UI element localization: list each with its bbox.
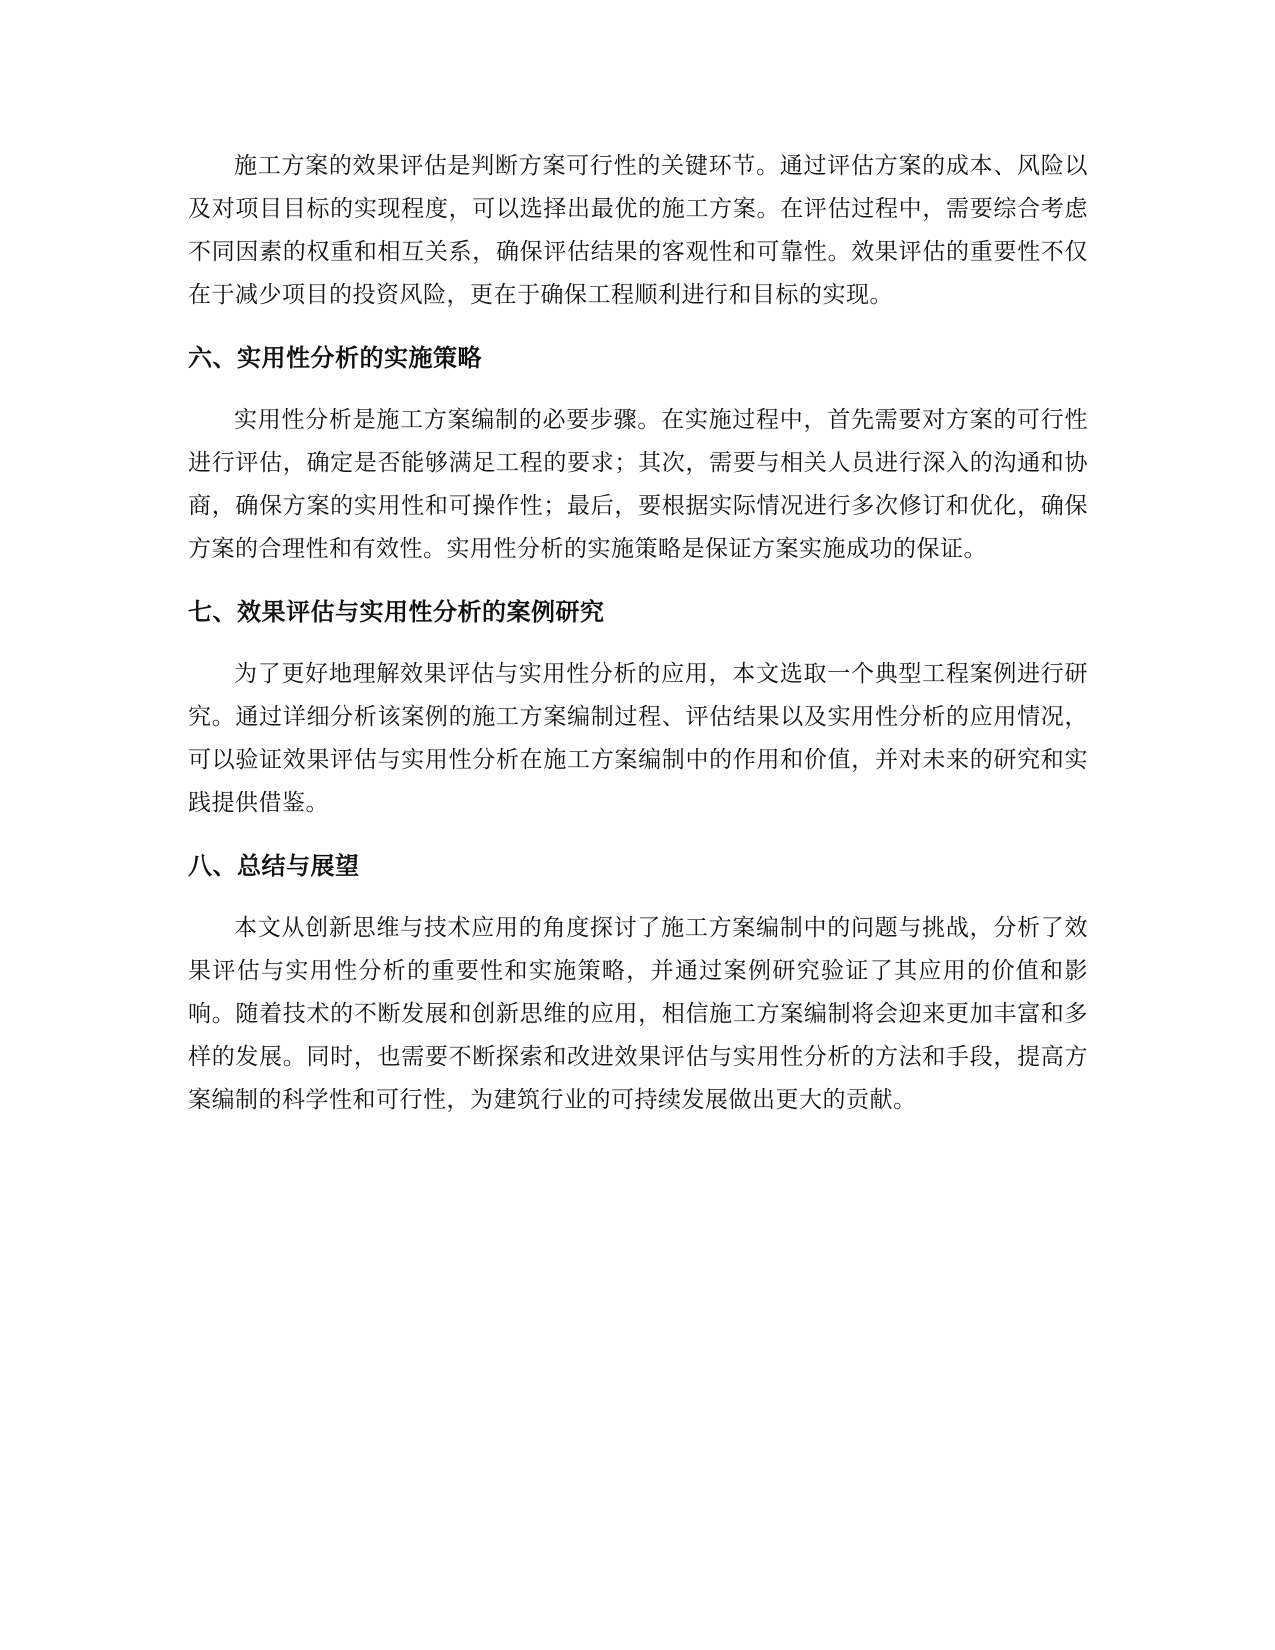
paragraph-summary-outlook: 本文从创新思维与技术应用的角度探讨了施工方案编制中的问题与挑战，分析了效果评估与实用性分析的重要性和实施策略，并通过案例研究验证了其应用的价值和影响。随着技术的不断发展和创新思维的应用，相信施工方案编制将会迎来更加丰富和多样的发展。同时，也需要不断探索和改进效果评估与实用性分析的方法和手段，提高方案编制的科学性和可行性，为建筑行业的可持续发展做出更大的贡献。 <box>188 915 1088 1113</box>
document-body <box>188 145 1088 1122</box>
paragraph-effect-evaluation: 施工方案的效果评估是判断方案可行性的关键环节。通过评估方案的成本、风险以及对项目目标的实现程度，可以选择出最优的施工方案。在评估过程中，需要综合考虑不同因素的权重和相互关系，确保评估结果的客观性和可靠性。效果评估的重要性不仅在于减少项目的投资风险，更在于确保工程顺利进行和目标的实现。 <box>188 153 1088 308</box>
heading-section-8: 八、总结与展望 <box>188 852 360 880</box>
heading-section-7: 七、效果评估与实用性分析的案例研究 <box>188 598 605 626</box>
paragraph-case-study: 为了更好地理解效果评估与实用性分析的应用，本文选取一个典型工程案例进行研究。通过详细分析该案例的施工方案编制过程、评估结果以及实用性分析的应用情况，可以验证效果评估与实用性分析在施工方案编制中的作用和价值，并对未来的研究和实践提供借鉴。 <box>188 661 1088 816</box>
heading-section-6: 六、实用性分析的实施策略 <box>188 344 482 372</box>
paragraph-practicality-strategy: 实用性分析是施工方案编制的必要步骤。在实施过程中，首先需要对方案的可行性进行评估，确定是否能够满足工程的要求；其次，需要与相关人员进行深入的沟通和协商，确保方案的实用性和可操作性；最后，要根据实际情况进行多次修订和优化，确保方案的合理性和有效性。实用性分析的实施策略是保证方案实施成功的保证。 <box>188 407 1088 562</box>
